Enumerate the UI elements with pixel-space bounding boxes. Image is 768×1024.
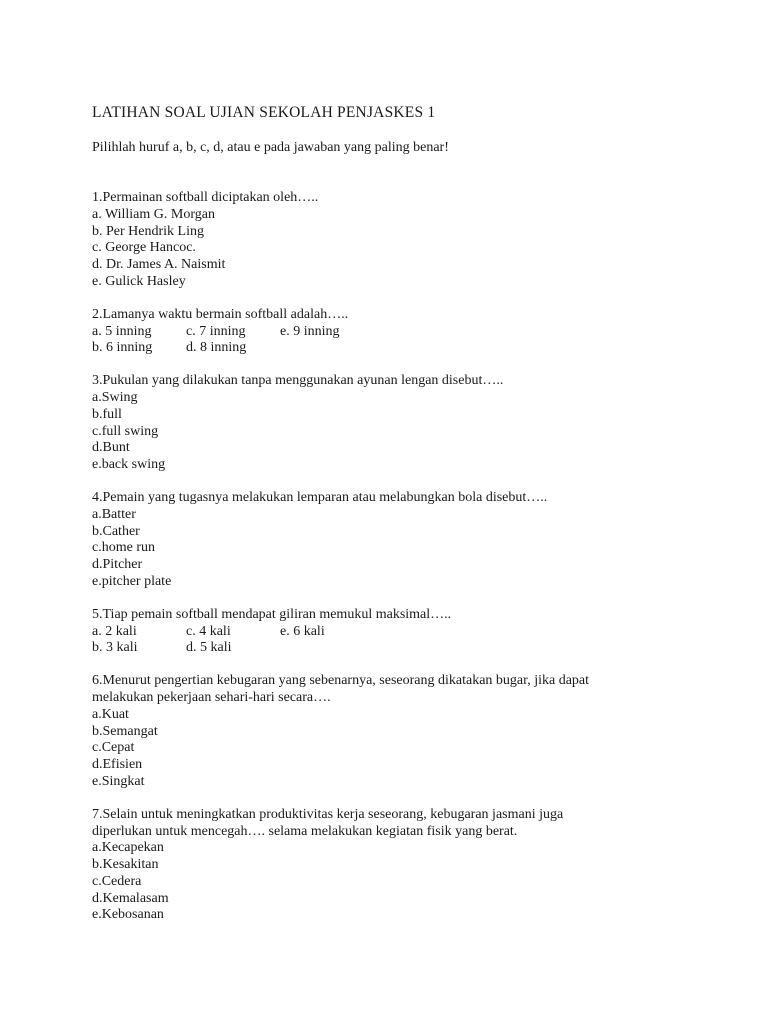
answer-row [92,624,652,641]
answer-row [92,640,652,657]
document-title: LATIHAN SOAL UJIAN SEKOLAH PENJASKES 1 [92,104,436,121]
answer-option: b. 6 inning [92,340,153,356]
question-text: 4.Pemain yang tugasnya melakukan lemparan atau melabungkan bola disebut….. [92,489,548,505]
answer-option: b.full [92,406,122,422]
answer-option: c. 7 inning [186,323,246,339]
answer-option: e.Kebosanan [92,907,164,923]
answer-option: a. William G. Morgan [92,206,215,222]
answer-option: b.Semangat [92,723,158,739]
question-1 [92,190,652,291]
question-text: 6.Menurut pengertian kebugaran yang sebenarnya, seseorang dikatakan bugar, jika dapat [92,673,590,689]
question-text: 2.Lamanya waktu bermain softball adalah….. [92,306,349,322]
answer-option: a.Swing [92,389,138,405]
answer-option: c. 4 kali [186,623,231,639]
answer-option: d. 5 kali [186,640,232,656]
answer-option: a. 2 kali [92,623,137,639]
question-4 [92,490,652,591]
answer-option: d. 8 inning [186,340,247,356]
answer-option: b.Cather [92,523,140,539]
question-text: 3.Pukulan yang dilakukan tanpa menggunakan ayunan lengan disebut….. [92,373,504,389]
question-text: 7.Selain untuk meningkatkan produktivitas kerja seseorang, kebugaran jasmani juga [92,806,564,822]
question-2 [92,307,652,357]
answer-option: b. 3 kali [92,640,138,656]
answer-option: c.home run [92,540,155,556]
question-text: 1.Permainan softball diciptakan oleh….. [92,190,319,205]
question-7 [92,807,652,925]
question-text-continued: diperlukan untuk mencegah…. selama melakukan kegiatan fisik yang berat. [92,823,518,839]
question-3 [92,373,652,474]
answer-option: d.Bunt [92,440,130,456]
answer-option: d.Efisien [92,757,143,773]
question-6 [92,673,652,791]
instruction-text: Pilihlah huruf a, b, c, d, atau e pada jawaban yang paling benar! [92,140,449,155]
answer-row [92,324,652,341]
answer-option: a.Batter [92,506,136,522]
answer-row [92,340,652,357]
answer-option: a. 5 inning [92,323,152,339]
answer-option: c. George Hancoc. [92,240,196,256]
answer-option: b.Kesakitan [92,857,159,873]
answer-option: d. Dr. James A. Naismit [92,257,226,273]
question-text-continued: melakukan pekerjaan sehari-hari secara…. [92,689,331,705]
answer-option: e.Singkat [92,773,145,789]
question-text: 5.Tiap pemain softball mendapat giliran memukul maksimal….. [92,606,452,622]
answer-option: c.full swing [92,423,159,439]
answer-option: e.pitcher plate [92,573,172,589]
question-list [92,190,652,940]
answer-option: e. 6 kali [280,623,325,639]
answer-option: d.Pitcher [92,557,143,573]
answer-option: c.Cedera [92,873,142,889]
question-5 [92,607,652,657]
answer-option: e. Gulick Hasley [92,273,186,289]
answer-option: b. Per Hendrik Ling [92,223,204,239]
answer-option: e.back swing [92,457,166,473]
answer-option: c.Cepat [92,740,135,756]
answer-option: e. 9 inning [280,323,340,339]
answer-option: a.Kuat [92,706,129,722]
answer-option: d.Kemalasam [92,890,169,906]
answer-option: a.Kecapekan [92,840,164,856]
